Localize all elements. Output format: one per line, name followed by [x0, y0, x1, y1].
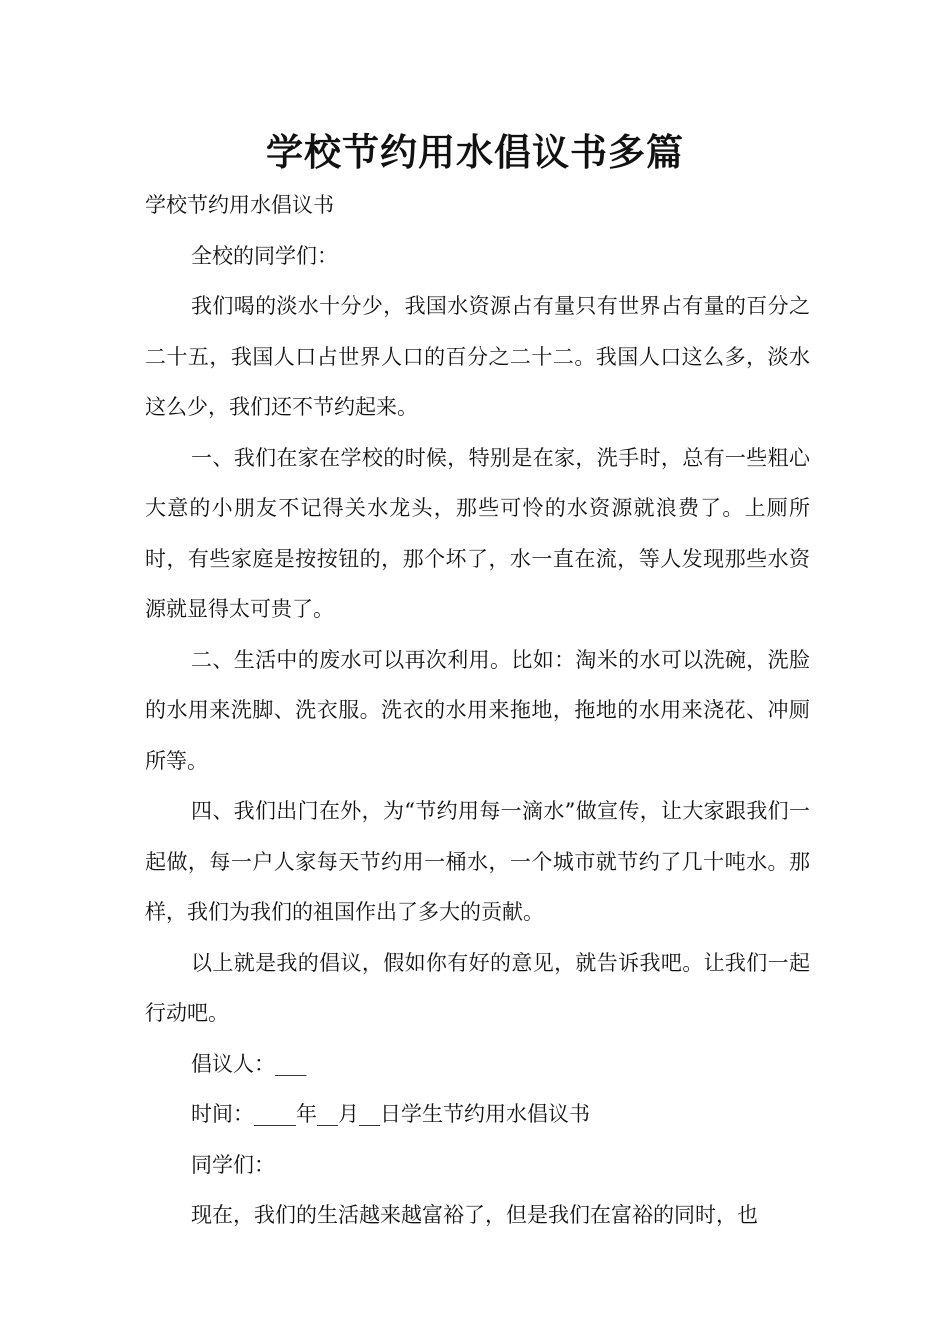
- document-body: [145, 180, 810, 1241]
- proposer-line: 倡议人：___: [191, 1051, 307, 1076]
- paragraph-2: 一、我们在家在学校的时候，特别是在家，洗手时，总有一些粗心大意的小朋友不记得关水龙头，那些可怜的水资源就浪费了。上厕所时，有些家庭是按按钮的，那个坏了，水一直在流，等人发现那些水资源就显得太可贵了。: [145, 445, 810, 621]
- time-line: 时间：____年__月__日学生节约用水倡议书: [191, 1102, 590, 1126]
- paragraph-6: 现在，我们的生活越来越富裕了，但是我们在富裕的同时，也: [191, 1203, 758, 1227]
- paragraph-3: 二、生活中的废水可以再次利用。比如：淘米的水可以洗碗，洗脸的水用来洗脚、洗衣服。洗衣的水用来拖地，拖地的水用来浇花、冲厕所等。: [145, 647, 810, 773]
- paragraph-5: 以上就是我的倡议，假如你有好的意见，就告诉我吧。让我们一起行动吧。: [145, 950, 810, 1025]
- salutation-2: 同学们：: [191, 1152, 275, 1177]
- document-title: 学校节约用水倡议书多篇: [266, 131, 684, 174]
- salutation: 全校的同学们：: [191, 243, 338, 268]
- document-subtitle: 学校节约用水倡议书: [145, 193, 334, 217]
- paragraph-1: 我们喝的淡水十分少，我国水资源占有量只有世界占有量的百分之二十五，我国人口占世界人口的百分之二十二。我国人口这么多，淡水这么少，我们还不节约起来。: [145, 294, 810, 419]
- paragraph-4: 四、我们出门在外，为“节约用每一滴水”做宣传，让大家跟我们一起做，每一户人家每天节约用一桶水，一个城市就节约了几十吨水。那样，我们为我们的祖国作出了多大的贡献。: [145, 799, 810, 924]
